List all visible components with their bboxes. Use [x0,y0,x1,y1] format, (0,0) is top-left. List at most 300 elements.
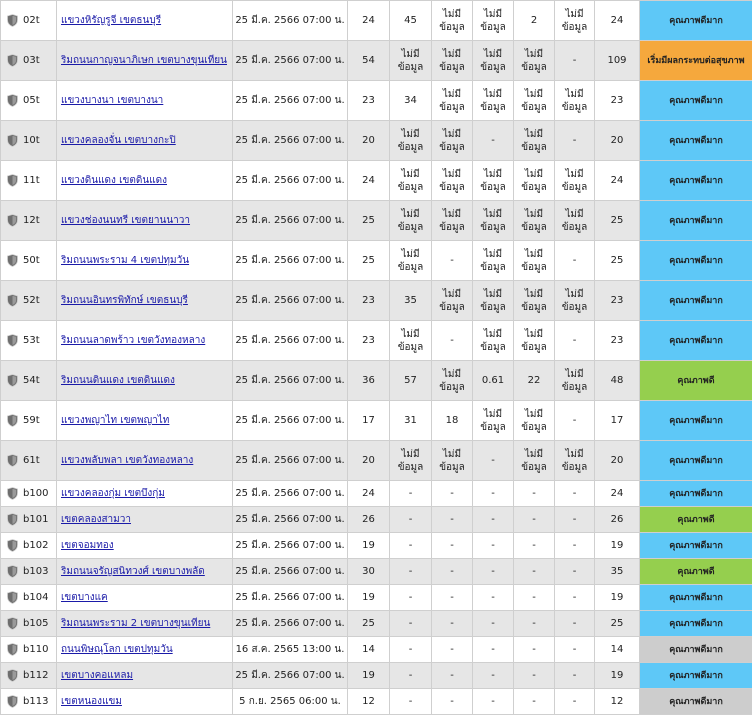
station-id-cell [1,361,57,401]
station-location-link[interactable]: ริมถนนกาญจนาภิเษก เขตบางขุนเทียน [61,55,227,66]
quality-badge: คุณภาพดี [640,507,752,533]
date-cell: 25 มี.ค. 2566 07:00 น. [233,161,348,201]
station-id-cell [1,1,57,41]
station-code: b103 [23,566,48,577]
table-row [1,241,752,281]
value-cell: 24 [348,481,390,507]
value-cell: - [555,533,595,559]
value-cell: ไม่มีข้อมูล [432,201,473,241]
station-location-link[interactable]: เขตจอมทอง [61,540,114,551]
shield-icon [7,617,18,630]
date-cell: 25 มี.ค. 2566 07:00 น. [233,663,348,689]
station-id-cell [1,507,57,533]
station-id-cell [1,481,57,507]
station-location-link[interactable]: แขวงช่องนนทรี เขตยานนาวา [61,215,190,226]
value-cell: - [555,559,595,585]
station-code: b104 [23,592,48,603]
date-cell: 25 มี.ค. 2566 07:00 น. [233,611,348,637]
value-cell: - [390,533,432,559]
value-cell: - [390,559,432,585]
shield-icon [7,414,18,427]
value-cell: - [514,507,555,533]
date-cell: 25 มี.ค. 2566 07:00 น. [233,201,348,241]
table-row [1,321,752,361]
value-cell: - [390,637,432,663]
value-cell: - [514,481,555,507]
date-cell: 25 มี.ค. 2566 07:00 น. [233,321,348,361]
value-cell: 25 [595,241,640,281]
table-row [1,201,752,241]
value-cell: - [473,533,514,559]
station-id-cell [1,533,57,559]
station-code: 10t [23,135,40,146]
location-cell [57,281,233,321]
station-id-cell [1,161,57,201]
quality-badge: คุณภาพดีมาก [640,585,752,611]
value-cell: ไม่มีข้อมูล [473,1,514,41]
value-cell: 17 [595,401,640,441]
station-location-link[interactable]: ริมถนนพระราม 2 เขตบางขุนเทียน [61,618,210,629]
shield-icon [7,669,18,682]
location-cell [57,585,233,611]
station-location-link[interactable]: แขวงบางนา เขตบางนา [61,95,163,106]
value-cell: 20 [595,121,640,161]
value-cell: 19 [595,533,640,559]
date-cell: 5 ก.ย. 2565 06:00 น. [233,689,348,715]
date-cell: 25 มี.ค. 2566 07:00 น. [233,507,348,533]
value-cell: 17 [348,401,390,441]
shield-icon [7,54,18,67]
date-cell: 25 มี.ค. 2566 07:00 น. [233,441,348,481]
location-cell [57,441,233,481]
date-cell: 25 มี.ค. 2566 07:00 น. [233,361,348,401]
value-cell: 19 [348,533,390,559]
value-cell: - [432,559,473,585]
value-cell: 22 [514,361,555,401]
shield-icon [7,134,18,147]
station-id-cell [1,41,57,81]
value-cell: - [473,611,514,637]
value-cell: 45 [390,1,432,41]
table-row [1,161,752,201]
value-cell: ไม่มีข้อมูล [555,281,595,321]
value-cell: - [555,121,595,161]
value-cell: ไม่มีข้อมูล [473,161,514,201]
quality-badge: เริ่มมีผลกระทบต่อสุขภาพ [640,41,752,81]
date-cell: 25 มี.ค. 2566 07:00 น. [233,401,348,441]
value-cell: - [555,585,595,611]
table-row [1,533,752,559]
station-id-cell [1,441,57,481]
quality-badge: คุณภาพดีมาก [640,81,752,121]
table-row [1,41,752,81]
shield-icon [7,695,18,708]
value-cell: ไม่มีข้อมูล [390,121,432,161]
value-cell: 19 [348,585,390,611]
value-cell: - [555,637,595,663]
location-cell [57,663,233,689]
value-cell: 18 [432,401,473,441]
date-cell: 25 มี.ค. 2566 07:00 น. [233,1,348,41]
value-cell: - [514,663,555,689]
station-location-link[interactable]: แขวงดินแดง เขตดินแดง [61,175,167,186]
station-code: b110 [23,644,48,655]
station-code: 50t [23,255,40,266]
value-cell: - [555,401,595,441]
value-cell: ไม่มีข้อมูล [432,121,473,161]
date-cell: 25 มี.ค. 2566 07:00 น. [233,41,348,81]
date-cell: 16 ส.ค. 2565 13:00 น. [233,637,348,663]
location-cell [57,121,233,161]
station-location-link[interactable]: เขตบางคอแหลม [61,670,133,681]
date-cell: 25 มี.ค. 2566 07:00 น. [233,81,348,121]
station-code: b102 [23,540,48,551]
value-cell: 25 [348,241,390,281]
value-cell: ไม่มีข้อมูล [555,81,595,121]
value-cell: ไม่มีข้อมูล [555,441,595,481]
value-cell: - [555,321,595,361]
value-cell: ไม่มีข้อมูล [555,201,595,241]
quality-badge: คุณภาพดีมาก [640,689,752,715]
shield-icon [7,454,18,467]
station-id-cell [1,281,57,321]
value-cell: - [473,507,514,533]
value-cell: ไม่มีข้อมูล [514,81,555,121]
value-cell: - [514,689,555,715]
shield-icon [7,214,18,227]
value-cell: 24 [348,161,390,201]
value-cell: - [555,481,595,507]
value-cell: - [432,533,473,559]
table-row [1,663,752,689]
station-location-link[interactable]: ริมถนนพระราม 4 เขตปทุมวัน [61,255,189,266]
value-cell: - [514,533,555,559]
station-location-link[interactable]: แขวงคลองกุ่ม เขตบึงกุ่ม [61,488,165,499]
station-id-cell [1,585,57,611]
station-id-cell [1,559,57,585]
value-cell: - [473,637,514,663]
value-cell: - [555,689,595,715]
value-cell: 2 [514,1,555,41]
value-cell: - [390,689,432,715]
station-code: b112 [23,670,48,681]
location-cell [57,81,233,121]
value-cell: 35 [390,281,432,321]
value-cell: - [555,507,595,533]
date-cell: 25 มี.ค. 2566 07:00 น. [233,533,348,559]
station-location-link[interactable]: แขวงพลับพลา เขตวังทองหลาง [61,455,193,466]
value-cell: ไม่มีข้อมูล [473,81,514,121]
value-cell: ไม่มีข้อมูล [390,241,432,281]
station-code: 53t [23,335,40,346]
value-cell: - [432,611,473,637]
quality-badge: คุณภาพดีมาก [640,441,752,481]
location-cell [57,241,233,281]
station-location-link[interactable]: เขตคลองสามวา [61,514,131,525]
value-cell: - [432,507,473,533]
value-cell: - [473,663,514,689]
station-id-cell [1,121,57,161]
value-cell: - [473,559,514,585]
station-location-link[interactable]: ริมถนนลาดพร้าว เขตวังทองหลาง [61,335,205,346]
value-cell: - [555,241,595,281]
shield-icon [7,591,18,604]
value-cell: - [514,611,555,637]
value-cell: - [473,481,514,507]
value-cell: - [514,585,555,611]
station-id-cell [1,81,57,121]
value-cell: ไม่มีข้อมูล [432,281,473,321]
value-cell: ไม่มีข้อมูล [432,81,473,121]
station-id-cell [1,401,57,441]
value-cell: 20 [348,441,390,481]
location-cell [57,201,233,241]
value-cell: ไม่มีข้อมูล [432,441,473,481]
value-cell: 36 [348,361,390,401]
table-row [1,81,752,121]
value-cell: 31 [390,401,432,441]
station-location-link[interactable]: ถนนพิษณุโลก เขตปทุมวัน [61,644,173,655]
value-cell: - [555,41,595,81]
quality-badge: คุณภาพดีมาก [640,161,752,201]
value-cell: ไม่มีข้อมูล [432,1,473,41]
value-cell: ไม่มีข้อมูล [514,41,555,81]
station-id-cell [1,663,57,689]
station-id-cell [1,611,57,637]
station-location-link[interactable]: ริมถนนจรัญสนิทวงศ์ เขตบางพลัด [61,566,205,577]
station-code: 54t [23,375,40,386]
value-cell: ไม่มีข้อมูล [514,281,555,321]
quality-badge: คุณภาพดีมาก [640,1,752,41]
value-cell: - [390,611,432,637]
shield-icon [7,254,18,267]
value-cell: ไม่มีข้อมูล [514,161,555,201]
location-cell [57,637,233,663]
value-cell: - [473,689,514,715]
station-code: b113 [23,696,48,707]
value-cell: ไม่มีข้อมูล [390,441,432,481]
location-cell [57,611,233,637]
value-cell: ไม่มีข้อมูล [473,321,514,361]
value-cell: 57 [390,361,432,401]
value-cell: ไม่มีข้อมูล [555,161,595,201]
table-row [1,689,752,715]
value-cell: 25 [595,611,640,637]
location-cell [57,533,233,559]
value-cell: 14 [595,637,640,663]
station-location-link[interactable]: แขวงคลองจั่น เขตบางกะปิ [61,135,176,146]
value-cell: ไม่มีข้อมูล [390,201,432,241]
quality-badge: คุณภาพดีมาก [640,321,752,361]
location-cell [57,361,233,401]
value-cell: - [555,663,595,689]
table-row [1,481,752,507]
value-cell: - [473,585,514,611]
station-code: 52t [23,295,40,306]
value-cell: ไม่มีข้อมูล [514,121,555,161]
value-cell: ไม่มีข้อมูล [514,401,555,441]
table-row [1,585,752,611]
table-row [1,281,752,321]
quality-badge: คุณภาพดี [640,559,752,585]
value-cell: 19 [348,663,390,689]
value-cell: 26 [348,507,390,533]
value-cell: 12 [348,689,390,715]
value-cell: 23 [595,81,640,121]
station-location-link[interactable]: เขตหนองแขม [61,696,122,707]
station-id-cell [1,241,57,281]
value-cell: 23 [348,281,390,321]
value-cell: 25 [348,201,390,241]
location-cell [57,689,233,715]
table-row [1,1,752,41]
table-row [1,637,752,663]
value-cell: 23 [348,321,390,361]
station-code: 12t [23,215,40,226]
date-cell: 25 มี.ค. 2566 07:00 น. [233,281,348,321]
value-cell: - [432,689,473,715]
value-cell: 24 [595,1,640,41]
station-code: 11t [23,175,40,186]
station-code: b100 [23,488,48,499]
station-location-link[interactable]: เขตบางแค [61,592,108,603]
date-cell: 25 มี.ค. 2566 07:00 น. [233,121,348,161]
value-cell: ไม่มีข้อมูล [473,401,514,441]
value-cell: ไม่มีข้อมูล [514,321,555,361]
value-cell: ไม่มีข้อมูล [514,441,555,481]
value-cell: ไม่มีข้อมูล [390,161,432,201]
station-code: b105 [23,618,48,629]
value-cell: 19 [595,585,640,611]
location-cell [57,507,233,533]
value-cell: ไม่มีข้อมูล [432,41,473,81]
value-cell: ไม่มีข้อมูล [473,281,514,321]
date-cell: 25 มี.ค. 2566 07:00 น. [233,585,348,611]
value-cell: 23 [595,321,640,361]
shield-icon [7,513,18,526]
quality-badge: คุณภาพดีมาก [640,401,752,441]
value-cell: - [432,321,473,361]
value-cell: - [390,585,432,611]
station-location-link[interactable]: ริมถนนดินแดง เขตดินแดง [61,375,175,386]
location-cell [57,481,233,507]
station-code: b101 [23,514,48,525]
value-cell: - [432,663,473,689]
value-cell: 34 [390,81,432,121]
shield-icon [7,14,18,27]
location-cell [57,1,233,41]
table-row [1,507,752,533]
quality-badge: คุณภาพดีมาก [640,281,752,321]
quality-badge: คุณภาพดีมาก [640,637,752,663]
value-cell: 30 [348,559,390,585]
value-cell: 48 [595,361,640,401]
value-cell: 54 [348,41,390,81]
value-cell: 14 [348,637,390,663]
value-cell: - [390,481,432,507]
quality-badge: คุณภาพดีมาก [640,611,752,637]
value-cell: 25 [595,201,640,241]
quality-badge: คุณภาพดีมาก [640,663,752,689]
table-row [1,121,752,161]
location-cell [57,321,233,361]
value-cell: ไม่มีข้อมูล [555,1,595,41]
value-cell: ไม่มีข้อมูล [432,361,473,401]
value-cell: - [514,637,555,663]
date-cell: 25 มี.ค. 2566 07:00 น. [233,481,348,507]
value-cell: - [432,481,473,507]
value-cell: 12 [595,689,640,715]
station-code: 59t [23,415,40,426]
station-location-link[interactable]: แขวงพญาไท เขตพญาไท [61,415,169,426]
quality-badge: คุณภาพดีมาก [640,533,752,559]
value-cell: 24 [348,1,390,41]
value-cell: ไม่มีข้อมูล [390,41,432,81]
shield-icon [7,174,18,187]
value-cell: ไม่มีข้อมูล [473,241,514,281]
value-cell: ไม่มีข้อมูล [473,41,514,81]
value-cell: ไม่มีข้อมูล [555,361,595,401]
location-cell [57,41,233,81]
value-cell: 23 [595,281,640,321]
shield-icon [7,94,18,107]
station-code: 03t [23,55,40,66]
value-cell: - [390,663,432,689]
quality-badge: คุณภาพดี [640,361,752,401]
value-cell: ไม่มีข้อมูล [432,161,473,201]
quality-badge: คุณภาพดีมาก [640,241,752,281]
table-row [1,401,752,441]
value-cell: - [432,585,473,611]
quality-badge: คุณภาพดีมาก [640,121,752,161]
value-cell: 24 [595,161,640,201]
station-location-link[interactable]: ริมถนนอินทรพิทักษ์ เขตธนบุรี [61,295,188,306]
value-cell: - [473,441,514,481]
station-location-link[interactable]: แขวงหิรัญรูจี เขตธนบุรี [61,15,161,26]
location-cell [57,161,233,201]
value-cell: 23 [348,81,390,121]
station-id-cell [1,637,57,663]
table-row [1,361,752,401]
quality-badge: คุณภาพดีมาก [640,201,752,241]
station-id-cell [1,689,57,715]
station-id-cell [1,201,57,241]
location-cell [57,401,233,441]
shield-icon [7,374,18,387]
value-cell: - [514,559,555,585]
value-cell: 35 [595,559,640,585]
value-cell: 0.61 [473,361,514,401]
value-cell: - [555,611,595,637]
value-cell: 25 [348,611,390,637]
value-cell: ไม่มีข้อมูล [473,201,514,241]
value-cell: - [390,507,432,533]
quality-badge: คุณภาพดีมาก [640,481,752,507]
shield-icon [7,565,18,578]
shield-icon [7,334,18,347]
date-cell: 25 มี.ค. 2566 07:00 น. [233,559,348,585]
value-cell: 20 [348,121,390,161]
table-row [1,441,752,481]
location-cell [57,559,233,585]
value-cell: 20 [595,441,640,481]
value-cell: 109 [595,41,640,81]
station-code: 61t [23,455,40,466]
table-row [1,611,752,637]
value-cell: - [432,241,473,281]
station-id-cell [1,321,57,361]
value-cell: - [473,121,514,161]
